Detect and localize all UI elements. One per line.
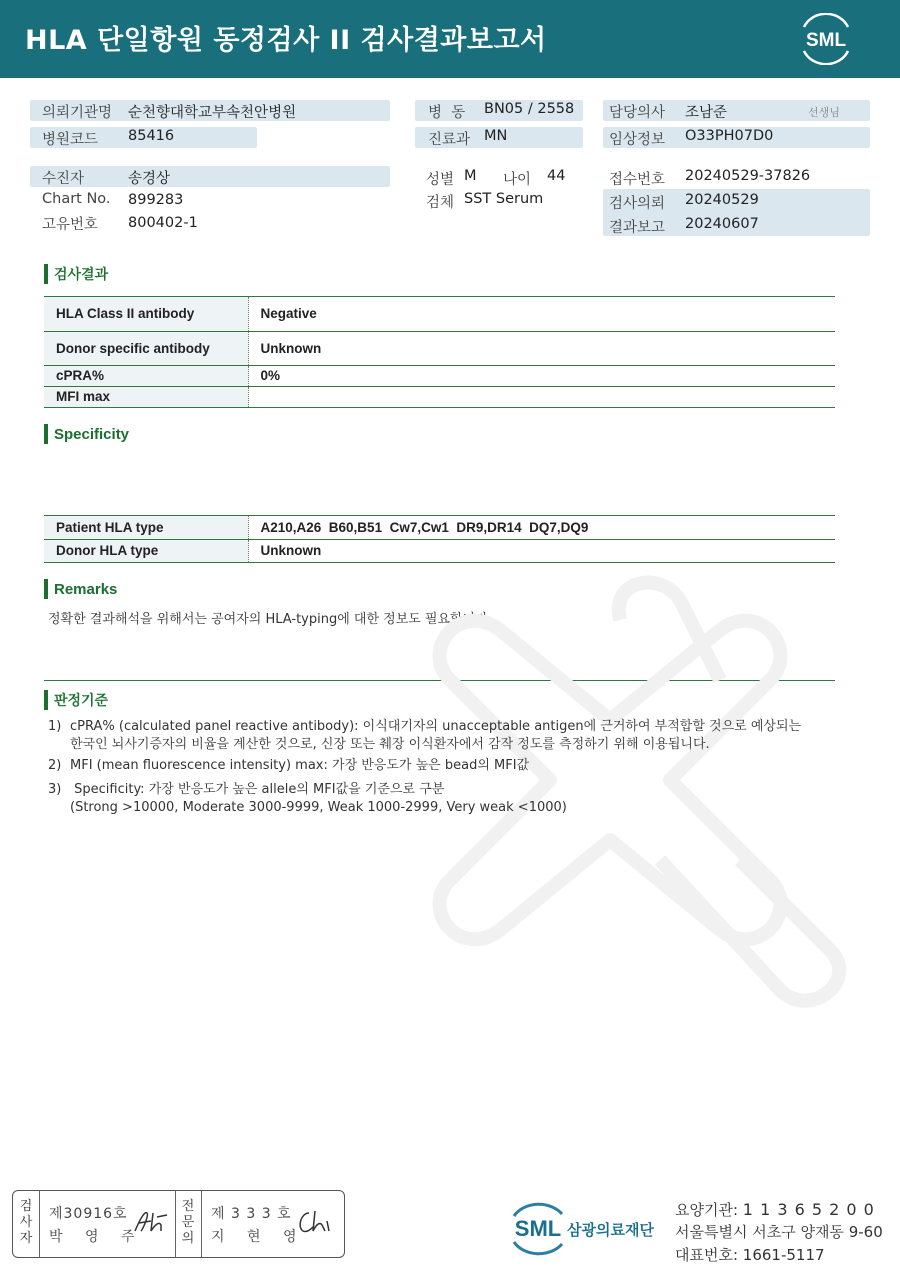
criteria-heading	[44, 690, 108, 711]
specialist-name: 지 현 영	[211, 1229, 306, 1245]
doctor-suffix: 선생님	[808, 106, 840, 119]
remarks-text: 정확한 결과해석을 위해서는 공여자의 HLA-typing에 대한 정보도 필요합니다.	[48, 612, 492, 627]
criteria-line: cPRA% (calculated panel reactive antibody): 이식대기자의 unacceptable antigen에 근거하여 부적합할 것으로 예상되는	[70, 719, 802, 734]
age-value: 44	[547, 168, 566, 184]
section-marker	[44, 424, 48, 444]
dept-label: 진료과	[428, 132, 471, 148]
result-value: Unknown	[260, 340, 322, 356]
hospital-code-value: 85416	[128, 128, 175, 144]
specialist-label: 전문의	[181, 1199, 195, 1246]
result-key: cPRA%	[44, 365, 248, 386]
criteria-heading-text: 판정기준	[54, 693, 109, 709]
hla-key: Donor HLA type	[44, 539, 248, 562]
result-value: Negative	[260, 306, 317, 322]
phone-line	[675, 1244, 825, 1265]
table-row	[44, 386, 835, 407]
remarks-heading	[44, 580, 117, 600]
specificity-heading	[44, 425, 129, 445]
criteria-item	[48, 757, 529, 775]
sex-label: 성별	[426, 172, 455, 188]
signature-divider	[39, 1191, 40, 1257]
chart-label: Chart No.	[42, 191, 111, 207]
hla-key: Patient HLA type	[44, 516, 248, 539]
clinical-value: O33PH07D0	[685, 128, 774, 144]
hla-value: Unknown	[260, 543, 322, 558]
criteria-line: MFI (mean fluorescence intensity) max: 가장 반응도가 높은 bead의 MFI값	[70, 758, 530, 773]
facility-number: 1 1 3 6 5 2 0 0	[742, 1200, 875, 1219]
specimen-value: SST Serum	[464, 191, 544, 207]
section-marker	[44, 579, 48, 599]
criteria-line: 한국인 뇌사기증자의 비율을 계산한 것으로, 신장 또는 췌장 이식환자에서 감작 정도를 측정하기 위해 이용됩니다.	[70, 737, 710, 752]
address: 서울특별시 서초구 양재동 9-60	[675, 1223, 883, 1241]
report-date-value: 20240607	[685, 216, 759, 232]
results-heading	[44, 264, 108, 285]
foundation-name: 삼광의료재단	[567, 1221, 654, 1239]
section-marker	[44, 690, 48, 710]
specialist-signature	[295, 1207, 335, 1237]
table-row	[44, 365, 835, 386]
svg-text:SML: SML	[514, 1216, 562, 1241]
specimen-label: 검체	[426, 195, 455, 211]
hla-value: A210,A26 B60,B51 Cw7,Cw1 DR9,DR14 DQ7,DQ9	[260, 519, 589, 535]
result-key: MFI max	[44, 386, 248, 407]
results-table	[44, 297, 835, 408]
criteria-item	[48, 718, 801, 754]
receipt-label: 접수번호	[609, 172, 666, 188]
institution-label: 의뢰기관명	[42, 105, 113, 121]
clinical-label: 임상정보	[609, 132, 666, 148]
examiner-number: 제30916호	[49, 1206, 128, 1222]
sml-logo-icon	[796, 13, 856, 65]
doctor-value: 조남준	[685, 105, 728, 121]
remarks-heading-text: Remarks	[54, 580, 118, 598]
receipt-value: 20240529-37826	[685, 168, 811, 184]
table-row	[44, 297, 835, 331]
examiner-signature	[131, 1207, 171, 1237]
hospital-code-label: 병원코드	[42, 132, 99, 148]
report-title: HLA 단일항원 동정검사 II 검사결과보고서	[25, 25, 547, 56]
phone-number: 1661-5117	[742, 1246, 825, 1264]
unique-label: 고유번호	[42, 217, 99, 233]
request-value: 20240529	[685, 192, 759, 208]
criteria-item	[48, 781, 567, 817]
chart-value: 899283	[128, 192, 184, 208]
specificity-table	[44, 516, 835, 563]
result-key: HLA Class II antibody	[44, 297, 248, 331]
result-value: 0%	[260, 368, 281, 383]
facility-label: 요양기관:	[675, 1201, 739, 1219]
signature-divider	[201, 1191, 202, 1257]
svg-text:SML: SML	[805, 30, 847, 51]
request-label: 검사의뢰	[609, 196, 666, 212]
criteria-line: Specificity: 가장 반응도가 높은 allele의 MFI값을 기준으로 구분	[70, 782, 445, 797]
sex-value: M	[464, 168, 477, 184]
specificity-heading-text: Specificity	[54, 425, 130, 443]
table-row	[44, 331, 835, 365]
patient-value: 송경상	[128, 171, 171, 187]
report-header	[0, 0, 900, 78]
examiner-label: 검사자	[19, 1199, 33, 1246]
examiner-name: 박 영 주	[49, 1229, 144, 1245]
patient-label: 수진자	[42, 171, 85, 187]
signature-box	[12, 1190, 345, 1258]
results-heading-text: 검사결과	[54, 267, 109, 283]
facility-line	[675, 1199, 875, 1220]
criteria-num: 2)	[48, 758, 62, 773]
dept-value: MN	[484, 128, 508, 144]
institution-value: 순천향대학교부속천안병원	[128, 105, 297, 121]
table-row	[44, 539, 835, 562]
result-value	[248, 386, 835, 407]
table-row	[44, 516, 835, 539]
result-key: Donor specific antibody	[44, 331, 248, 365]
section-marker	[44, 264, 48, 284]
ward-value: BN05 / 2558	[484, 101, 575, 117]
report-date-label: 결과보고	[609, 220, 666, 236]
criteria-num: 3)	[48, 782, 62, 797]
phone-label: 대표번호:	[675, 1246, 739, 1264]
age-label: 나이	[503, 172, 532, 188]
doctor-label: 담당의사	[609, 105, 666, 121]
unique-value: 800402-1	[128, 215, 198, 231]
ward-label: 병 동	[428, 105, 466, 121]
specialist-number: 제 3 3 3 호	[211, 1206, 292, 1222]
criteria-line: (Strong >10000, Moderate 3000-9999, Weak 1000-2999, Very weak <1000)	[70, 800, 567, 815]
criteria-num: 1)	[48, 719, 62, 734]
